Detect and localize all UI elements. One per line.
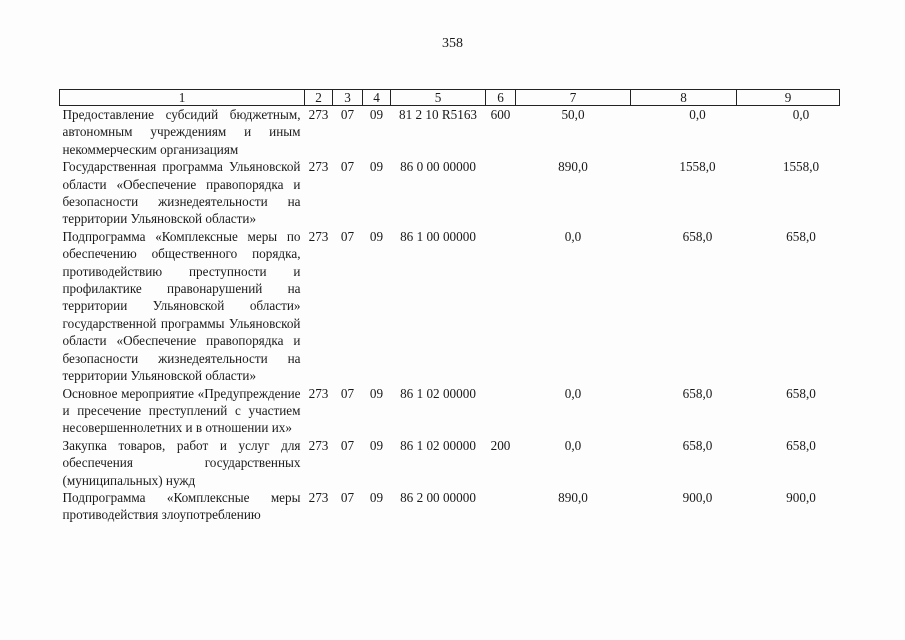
table-row [60, 158, 840, 228]
column-header: 9 [737, 90, 840, 106]
item-name: Основное мероприятие «Предупреждение и пресечение преступлений с участием несовершеннолетних и в отношении их» [62, 385, 301, 436]
expense-type-code [486, 385, 516, 437]
target-article-code: 86 1 00 00000 [400, 228, 476, 244]
table-row [60, 437, 840, 489]
budget-table [59, 89, 840, 524]
amount-col7: 0,0 [564, 437, 582, 453]
section-code: 07 [340, 385, 355, 401]
amount-col9: 1558,0 [782, 159, 820, 175]
page-number: 358 [442, 36, 463, 51]
amount-col8: 658,0 [682, 437, 713, 453]
expense-type-code: 600 [490, 107, 511, 122]
column-header: 1 [60, 90, 305, 106]
amount-col9: 658,0 [786, 437, 816, 453]
column-header: 4 [363, 90, 391, 106]
amount-col8: 1558,0 [679, 159, 716, 175]
column-header: 7 [516, 90, 631, 106]
target-article-code: 86 1 02 00000 [400, 437, 476, 453]
target-article-code: 86 1 02 00000 [400, 385, 476, 401]
item-name: Предоставление субсидий бюджетным, автономным учреждениям и иным некоммерческим организациям [62, 107, 301, 157]
amount-col7: 890,0 [558, 489, 588, 505]
table-row [60, 489, 840, 524]
expense-type-code [486, 228, 516, 385]
expense-type-code: 200 [490, 437, 511, 453]
table-row [60, 385, 840, 437]
target-article-code: 86 0 00 00000 [400, 159, 476, 175]
amount-col8: 0,0 [689, 107, 706, 122]
subsection-code: 09 [369, 228, 384, 244]
amount-col7: 0,0 [564, 228, 582, 244]
subsection-code: 09 [369, 159, 384, 175]
section-code: 07 [340, 437, 355, 453]
subsection-code: 09 [369, 489, 384, 505]
item-name: Государственная программа Ульяновской области «Обеспечение правопорядка и безопасности жизнедеятельности на территории Ульяновской области» [62, 159, 301, 227]
admin-code: 273 [308, 385, 329, 401]
column-header: 5 [391, 90, 486, 106]
expense-type-code [486, 158, 516, 228]
admin-code: 273 [308, 159, 329, 175]
item-name: Закупка товаров, работ и услуг для обеспечения государственных (муниципальных) нужд [62, 437, 301, 488]
table-row [60, 106, 840, 159]
admin-code: 273 [308, 228, 329, 244]
target-article-code: 81 2 10 R5163 [398, 107, 478, 122]
expense-type-code [486, 489, 516, 524]
amount-col7: 50,0 [561, 107, 585, 122]
amount-col7: 0,0 [564, 385, 582, 401]
section-code: 07 [340, 228, 355, 244]
amount-col8: 900,0 [682, 489, 713, 505]
admin-code: 273 [308, 489, 329, 505]
admin-code: 273 [308, 107, 329, 122]
column-header: 8 [631, 90, 737, 106]
table-header [60, 90, 840, 106]
column-header: 3 [333, 90, 363, 106]
amount-col8: 658,0 [682, 228, 713, 244]
table-body [60, 106, 840, 524]
amount-col8: 658,0 [682, 385, 713, 401]
amount-col7: 890,0 [558, 159, 588, 175]
subsection-code: 09 [369, 385, 384, 401]
item-name: Подпрограмма «Комплексные меры противодействия злоупотреблению [62, 489, 301, 523]
amount-col9: 0,0 [792, 107, 810, 122]
column-header: 2 [305, 90, 333, 106]
subsection-code: 09 [369, 107, 384, 122]
column-header: 6 [486, 90, 516, 106]
admin-code: 273 [308, 437, 329, 453]
subsection-code: 09 [369, 437, 384, 453]
target-article-code: 86 2 00 00000 [400, 489, 476, 505]
table-row [60, 228, 840, 385]
amount-col9: 658,0 [786, 385, 816, 401]
section-code: 07 [340, 159, 355, 175]
section-code: 07 [340, 489, 355, 505]
amount-col9: 658,0 [786, 228, 816, 244]
item-name: Подпрограмма «Комплексные меры по обеспечению общественного порядка, противодействию преступности и профилактике правонарушений на территории Ульяновской области» государственной программы Ульяновской области «Обеспечение правопорядка и безопасности жизнедеятельности на территории Ульяновской области» [62, 228, 301, 384]
amount-col9: 900,0 [786, 489, 816, 505]
header-row [60, 90, 840, 106]
section-code: 07 [340, 107, 355, 122]
